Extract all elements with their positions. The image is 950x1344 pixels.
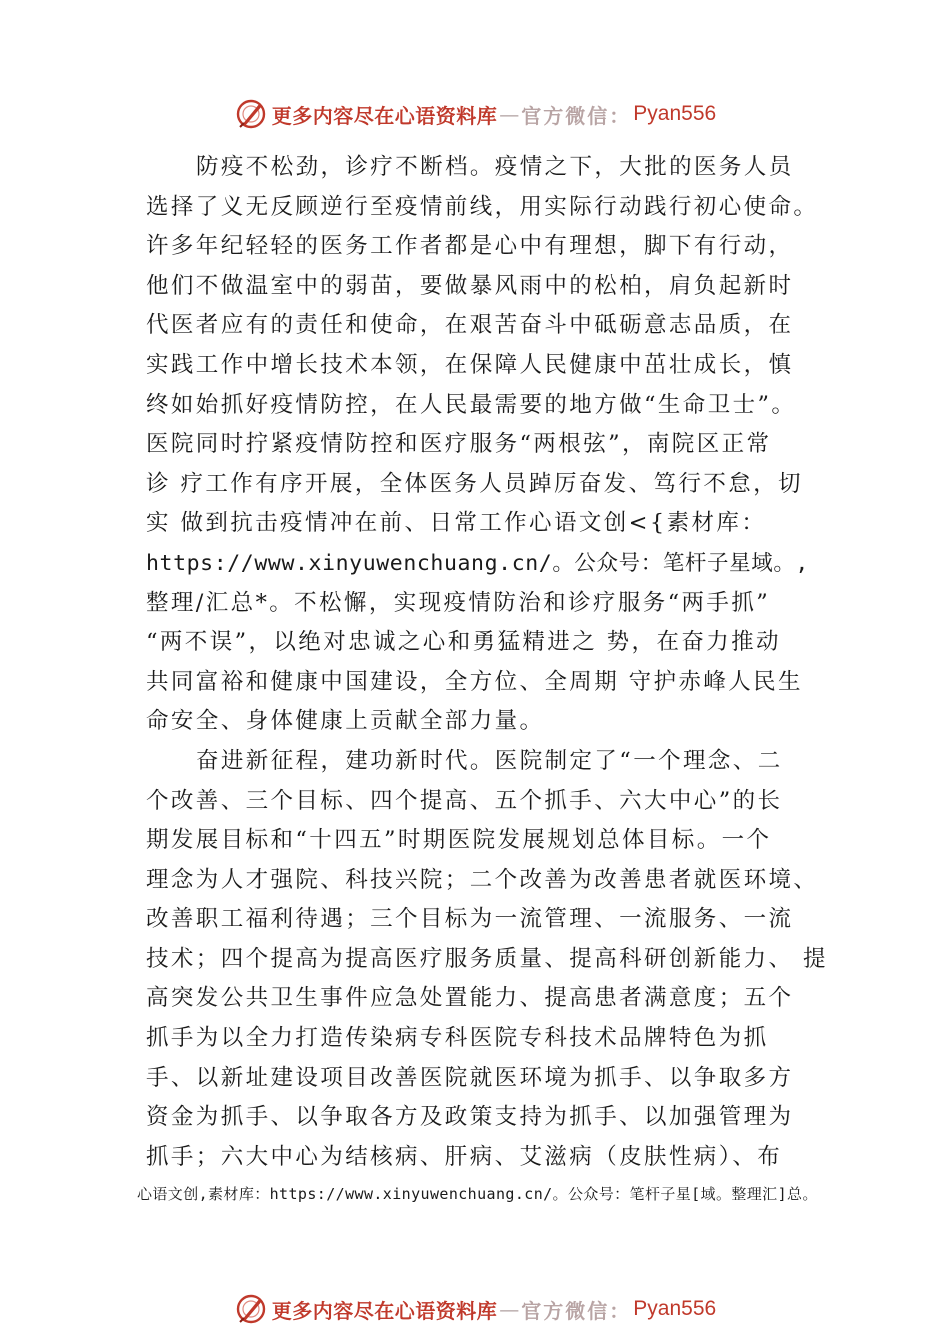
body-line: 诊 疗工作有序开展，全体医务人员踔厉奋发、笃行不怠，切	[146, 470, 803, 497]
body-line: 高突发公共卫生事件应急处置能力、提高患者满意度；五个	[146, 985, 794, 1012]
body-line: 他们不做温室中的弱苗，要做暴风雨中的松柏，肩负起新时	[146, 272, 794, 299]
body-line: 奋进新征程，建功新时代。医院制定了“一个理念、二	[196, 747, 783, 774]
body-line: “两不误”，以绝对忠诚之心和勇猛精进之 势，在奋力推动	[146, 629, 781, 656]
body-line: 代医者应有的责任和使命，在艰苦奋斗中砥砺意志品质，在	[146, 312, 794, 339]
banner-wechat-label: 官方微信：	[521, 103, 632, 128]
body-line: 抓手为以全力打造传染病专科医院专科技术品牌特色为抓	[146, 1025, 769, 1052]
body-line: 技术；四个提高为提高医疗服务质量、提高科研创新能力、 提	[146, 945, 828, 972]
body-line: 终如始抓好疫情防控，在人民最需要的地方做“生命卫士”。	[146, 391, 797, 418]
body-line: 共同富裕和健康中国建设，全方位、全周期 守护赤峰人民生	[146, 668, 803, 695]
body-line: 医院同时拧紧疫情防控和医疗服务“两根弦”，南院区正常	[146, 431, 772, 458]
banner-wechat-label: 官方微信：	[521, 1298, 632, 1323]
banner-dash: —	[499, 102, 520, 126]
body-line: 整理/汇总*。不松懈，实现疫情防治和诊疗服务“两手抓”	[146, 589, 771, 616]
banner-brand-text: 更多内容尽在心语资料库	[271, 103, 498, 128]
banner-dash: —	[499, 1297, 520, 1321]
footer-source-note: 心语文创,素材库：https://www.xinyuwenchuang.cn/。公众号：笔杆子星[域。整理汇]总。	[137, 1185, 818, 1203]
body-line: 抓手；六大中心为结核病、肝病、艾滋病（皮肤性病）、布	[146, 1143, 783, 1170]
body-line: 改善职工福利待遇；三个目标为一流管理、一流服务、一流	[146, 906, 794, 933]
body-line: 理念为人才强院、科技兴院；二个改善为改善患者就医环境、	[146, 866, 819, 893]
body-line: 命安全、身体健康上贡献全部力量。	[146, 708, 545, 735]
body-line: 选择了义无反顾逆行至疫情前线，用实际行动践行初心使命。	[146, 193, 819, 220]
body-line: 个改善、三个目标、四个提高、五个抓手、六大中心”的长	[146, 787, 783, 814]
body-line: 手、以新址建设项目改善医院就医环境为抓手、以争取多方	[146, 1064, 794, 1091]
body-line: 期发展目标和“十四五”时期医院发展规划总体目标。一个	[146, 827, 772, 854]
banner-wechat-id: Pyan556	[633, 1297, 717, 1320]
body-line: 实 做到抗击疫情冲在前、日常工作心语文创<{素材库：	[146, 510, 767, 537]
body-line: 资金为抓手、以争取各方及政策支持为抓手、以加强管理为	[146, 1104, 794, 1131]
header-banner	[0, 92, 950, 136]
banner-brand-text: 更多内容尽在心语资料库	[271, 1298, 498, 1323]
body-line-url: https://www.xinyuwenchuang.cn/。公众号：笔杆子星域。,	[146, 550, 809, 576]
body-line: 许多年纪轻轻的医务工作者都是心中有理想，脚下有行动，	[146, 233, 794, 260]
body-line: 实践工作中增长技术本领，在保障人民健康中茁壮成长，慎	[146, 351, 794, 378]
quill-seal-icon	[234, 97, 268, 131]
quill-seal-icon	[234, 1292, 268, 1326]
body-line: 防疫不松劲，诊疗不断档。疫情之下，大批的医务人员	[196, 154, 794, 180]
banner-wechat-id: Pyan556	[633, 102, 717, 125]
document-body	[146, 148, 836, 1177]
footer-banner	[0, 1287, 950, 1331]
